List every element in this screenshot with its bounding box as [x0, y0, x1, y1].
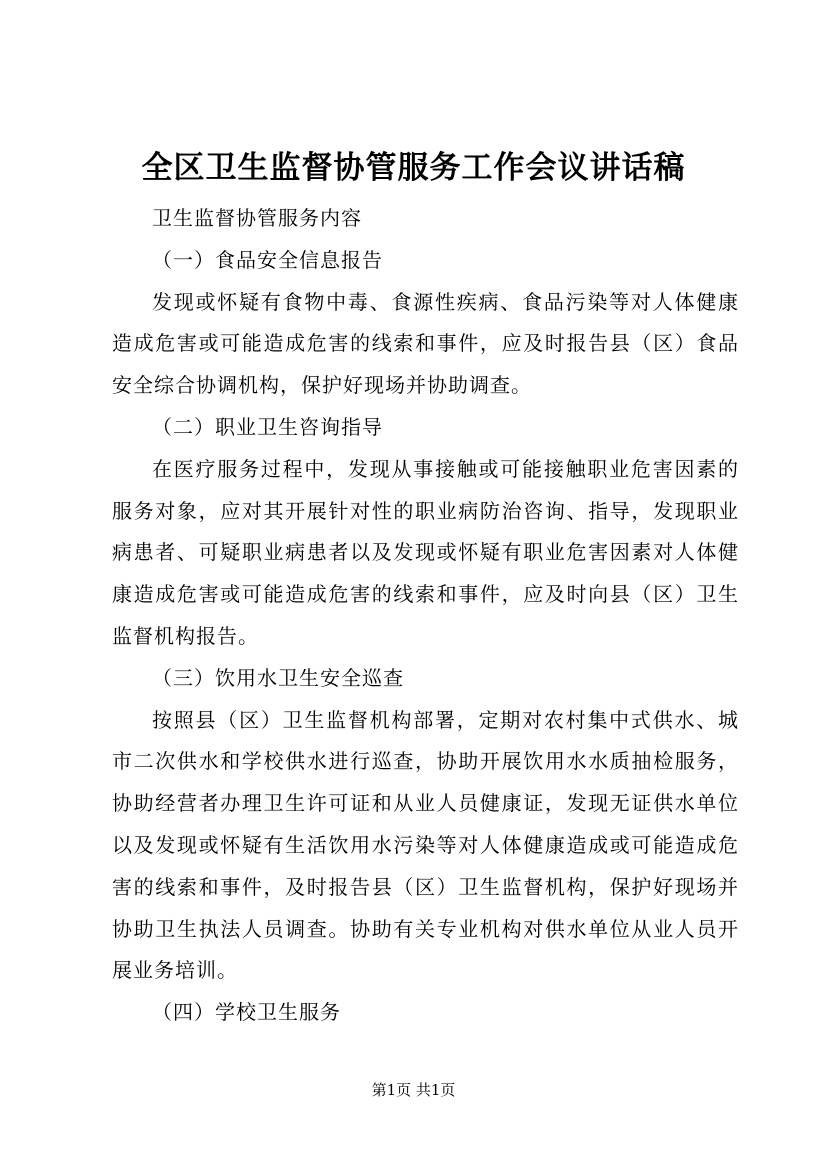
section-paragraph-occupational-health: 在医疗服务过程中，发现从事接触或可能接触职业危害因素的服务对象，应对其开展针对性的职业病防治咨询、指导，发现职业病患者、可疑职业病患者以及发现或怀疑有职业危害因素对人体健康造成危害或可能造成危害的线索和事件，应及时向县（区）卫生监督机构报告。	[112, 456, 739, 648]
section-paragraph-food-safety: 发现或怀疑有食物中毒、食源性疾病、食品污染等对人体健康造成危害或可能造成危害的线索和事件，应及时报告县（区）食品安全综合协调机构，保护好现场并协助调查。	[112, 289, 739, 398]
section-heading-food-safety: （一）食品安全信息报告	[152, 247, 383, 272]
section-heading-occupational-health: （二）职业卫生咨询指导	[152, 414, 383, 439]
section-paragraph-drinking-water: 按照县（区）卫生监督机构部署，定期对农村集中式供水、城市二次供水和学校供水进行巡查，协助开展饮用水水质抽检服务，协助经营者办理卫生许可证和从业人员健康证，发现无证供水单位以及发现或怀疑有生活饮用水污染等对人体健康造成或可能造成危害的线索和事件，及时报告县（区）卫生监督机构，保护好现场并协助卫生执法人员调查。协助有关专业机构对供水单位从业人员开展业务培训。	[112, 707, 739, 983]
section-heading-school-health: （四）学校卫生服务	[152, 1000, 341, 1025]
document-title: 全区卫生监督协管服务工作会议讲话稿	[141, 150, 686, 186]
page-footer: 第1页 共1页	[371, 1081, 456, 1099]
document-subtitle: 卫生监督协管服务内容	[152, 206, 362, 230]
document-body	[112, 198, 739, 1034]
section-heading-drinking-water: （三）饮用水卫生安全巡查	[152, 665, 404, 690]
